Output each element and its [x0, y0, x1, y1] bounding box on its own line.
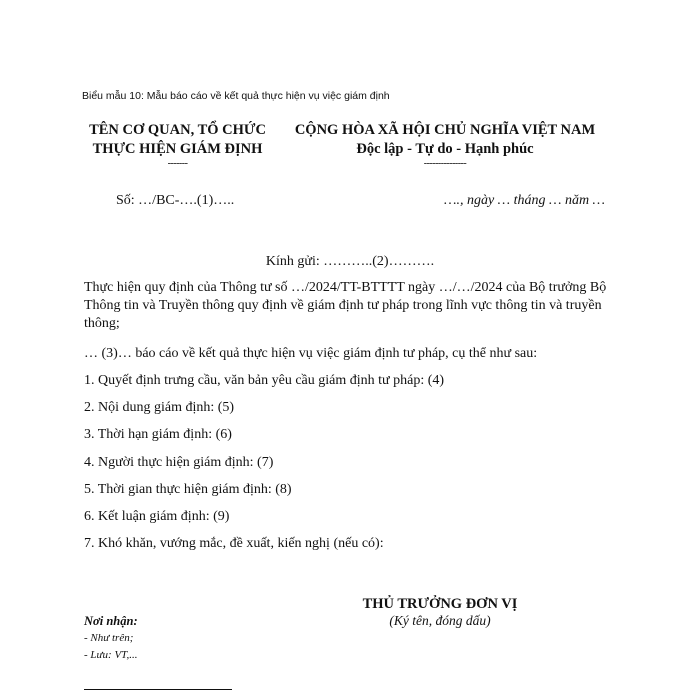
signatory-title: THỦ TRƯỞNG ĐƠN VỊ [362, 596, 518, 612]
national-header [280, 121, 610, 169]
agency-rule: ------- [167, 158, 188, 169]
report-item: 1. Quyết định trưng cầu, văn bản yêu cầu giám định tư pháp: (4) [84, 373, 445, 388]
intro-paragraph: Thực hiện quy định của Thông tư số …/2024/TT-BTTTT ngày …/…/2024 của Bộ trưởng Bộ Thông tin và Truyền thông quy định về giám định tư pháp trong lĩnh vực thông tin và truyền thông; [84, 280, 607, 331]
form-label: Biểu mẫu 10: Mẫu báo cáo về kết quả thực hiện vụ việc giám định [82, 90, 390, 102]
national-motto: Độc lập - Tự do - Hạnh phúc [356, 141, 534, 157]
document-number: Số: …/BC-….(1)….. [116, 193, 235, 208]
national-title: CỘNG HÒA XÃ HỘI CHỦ NGHĨA VIỆT NAM [294, 122, 596, 138]
national-rule: --------------- [423, 158, 467, 169]
report-item: 6. Kết luận giám định: (9) [84, 509, 230, 524]
recipients-title: Nơi nhận: [84, 614, 138, 628]
issuing-agency-header [60, 121, 295, 169]
report-item: 3. Thời hạn giám định: (6) [84, 427, 232, 442]
agency-name-line2: THỰC HIỆN GIÁM ĐỊNH [92, 141, 263, 157]
agency-name-line1: TÊN CƠ QUAN, TỔ CHỨC [89, 122, 266, 138]
footnote-divider [84, 689, 232, 690]
report-item: 4. Người thực hiện giám định: (7) [84, 455, 274, 470]
report-item: 7. Khó khăn, vướng mắc, đề xuất, kiến nghị (nếu có): [84, 536, 384, 551]
addressee: Kính gửi: ………..(2)………. [265, 254, 435, 269]
recipient-item: - Như trên; [84, 632, 134, 644]
lead-paragraph: … (3)… báo cáo về kết quả thực hiện vụ việc giám định tư pháp, cụ thể như sau: [84, 346, 538, 361]
document-date: …., ngày … tháng … năm … [444, 193, 606, 208]
recipient-item: - Lưu: VT,... [84, 649, 138, 661]
report-item: 2. Nội dung giám định: (5) [84, 400, 235, 415]
signatory-note: (Ký tên, đóng dấu) [389, 613, 491, 628]
report-item: 5. Thời gian thực hiện giám định: (8) [84, 482, 292, 497]
